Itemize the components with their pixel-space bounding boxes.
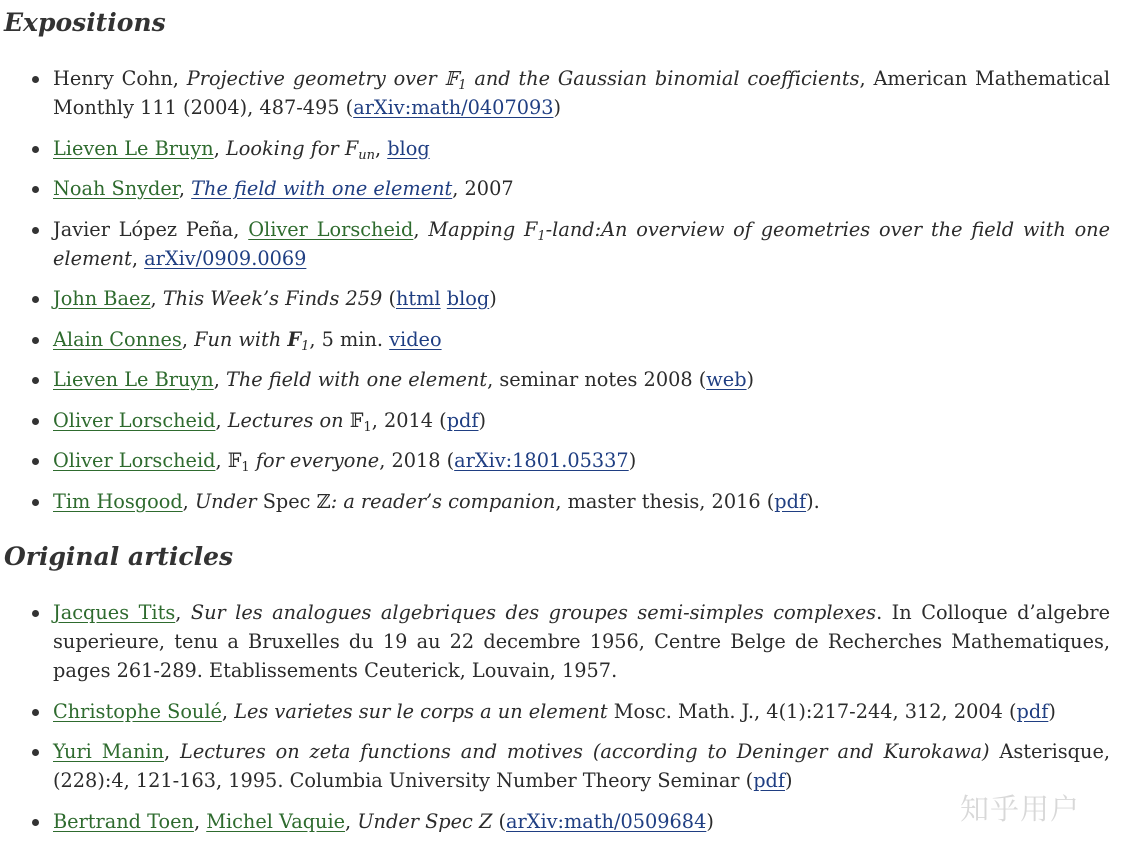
blog-link[interactable]: blog [387,136,430,160]
list-item: Oliver Lorscheid, Lectures on 𝔽$_1$, 2014 (pdf) [4,406,1110,435]
list-item: Henry Cohn, Projective geometry over 𝔽$_1$ and the Gaussian binomial coefficients, American Mathematical Monthly 111 (2004), 487-495 (arXiv:math/0407093) [4,64,1110,122]
item-title: Lectures on 𝔽$_1$ [227,408,372,435]
video-link[interactable]: video [389,327,442,351]
citation-text: , American Mathematical Monthly 111 (2004), 487-495 ( [53,67,1110,119]
web-link[interactable]: web [706,368,747,391]
author-link-2[interactable]: Michel Vaquie [206,809,346,833]
item-title: Les varietes sur le corps a un element [234,699,608,723]
citation-text: . In Colloque d’algebre superieure, tenu a Bruxelles du 19 au 22 decembre 1956, Centre Belge de Recherches Mathematiques, pages 261-289. Etablissements Ceuterick, Louvain, 1957. [53,601,1111,682]
author-link[interactable]: Lieven Le Bruyn [53,136,214,160]
list-item: Oliver Lorscheid, 𝔽$_1$ for everyone, 2018 (arXiv:1801.05337) [4,446,1110,475]
list-item: Yuri Manin, Lectures on zeta functions and motives (according to Deninger and Kurokawa) Asterisque, (228):4, 121-163, 1995. Columbia University Number Theory Seminar (pdf) [4,737,1110,795]
author-link[interactable]: Lieven Le Bruyn [53,368,214,391]
item-title: Lectures on zeta functions and motives (according to Deninger and Kurokawa) [180,740,990,763]
author-link[interactable]: Yuri Manin [53,740,164,763]
list-item: Tim Hosgood, Under Spec ℤ: a reader’s companion, master thesis, 2016 (pdf). [4,487,1110,516]
list-item: Bertrand Toen, Michel Vaquie, Under Spec Z (arXiv:math/0509684) [4,807,1110,836]
pdf-link[interactable]: pdf [1016,699,1049,723]
author-link[interactable]: Oliver Lorscheid [248,217,414,241]
item-title: Fun with $F_1$ [194,327,310,354]
author-text: Javier López Peña, [53,217,249,241]
item-title: Mapping $F_1-land:An$ overview of geometries over the field with one element [53,217,1111,270]
author-link[interactable]: John Baez [53,287,151,310]
author-link[interactable]: Jacques Tits [53,601,176,624]
item-title: Under Spec Z [357,809,493,833]
author-link[interactable]: Christophe Soulé [53,699,222,723]
list-item: Alain Connes, Fun with $F_1$, 5 min. video [4,325,1110,354]
title-link[interactable]: The field with one element [191,177,453,200]
author-link[interactable]: Tim Hosgood [53,489,183,513]
arxiv-link[interactable]: arXiv:math/0407093 [353,96,554,119]
item-title: Sur les analogues algebriques des groupes semi-simples complexes [190,601,877,624]
expositions-list [4,64,1110,527]
pdf-link[interactable]: pdf [774,489,807,513]
author-link[interactable]: Noah Snyder [53,177,179,200]
arxiv-link[interactable]: arXiv:1801.05337 [454,449,629,472]
blog-link[interactable]: blog [446,287,490,310]
arxiv-link[interactable]: arXiv/0909.0069 [144,246,307,270]
list-item: Jacques Tits, Sur les analogues algebriques des groupes semi-simples complexes. In Colloque d’algebre superieure, tenu a Bruxelles du 19 au 22 decembre 1956, Centre Belge de Recherches Mathematiques, pages 261-289. Etablissements Ceuterick, Louvain, 1957. [4,598,1110,685]
list-item: Lieven Le Bruyn, The field with one element, seminar notes 2008 (web) [4,365,1110,394]
arxiv-link[interactable]: arXiv:math/0509684 [506,809,707,833]
list-item: John Baez, This Week’s Finds 259 (html blog) [4,284,1110,313]
list-item: Christophe Soulé, Les varietes sur le corps a un element Mosc. Math. J., 4(1):217-244, 312, 2004 (pdf) [4,697,1110,726]
section-title-expositions: Expositions [4,8,166,37]
item-title: Projective geometry over 𝔽$_1$ and the Gaussian binomial coefficients [186,67,860,93]
item-title: Under Spec ℤ: a reader’s companion [194,489,556,513]
list-item: Lieven Le Bruyn, Looking for $F_{un}$, blog [4,134,1110,163]
watermark-text: 知乎用户 [960,792,1081,826]
html-link[interactable]: html [395,287,441,310]
author-link[interactable]: Alain Connes [53,327,182,351]
author-text: Henry Cohn, [53,67,187,90]
item-title: 𝔽$_1$ for everyone [227,449,380,475]
item-title: This Week’s Finds 259 [162,287,383,310]
author-link[interactable]: Oliver Lorscheid [53,449,216,472]
list-item: Javier López Peña, Oliver Lorscheid, Mapping $F_1-land:An$ overview of geometries over the field with one element, arXiv/0909.0069 [4,215,1110,273]
list-item: Noah Snyder, The field with one element, 2007 [4,174,1110,203]
author-link[interactable]: Bertrand Toen [53,809,194,833]
item-title: Looking for $F_{un}$ [225,136,375,163]
author-link[interactable]: Oliver Lorscheid [53,408,216,432]
original-articles-list [4,598,1110,847]
pdf-link[interactable]: pdf [446,408,479,432]
item-title: The field with one element [225,368,488,391]
pdf-link[interactable]: pdf [753,769,786,792]
section-title-original-articles: Original articles [4,542,234,571]
